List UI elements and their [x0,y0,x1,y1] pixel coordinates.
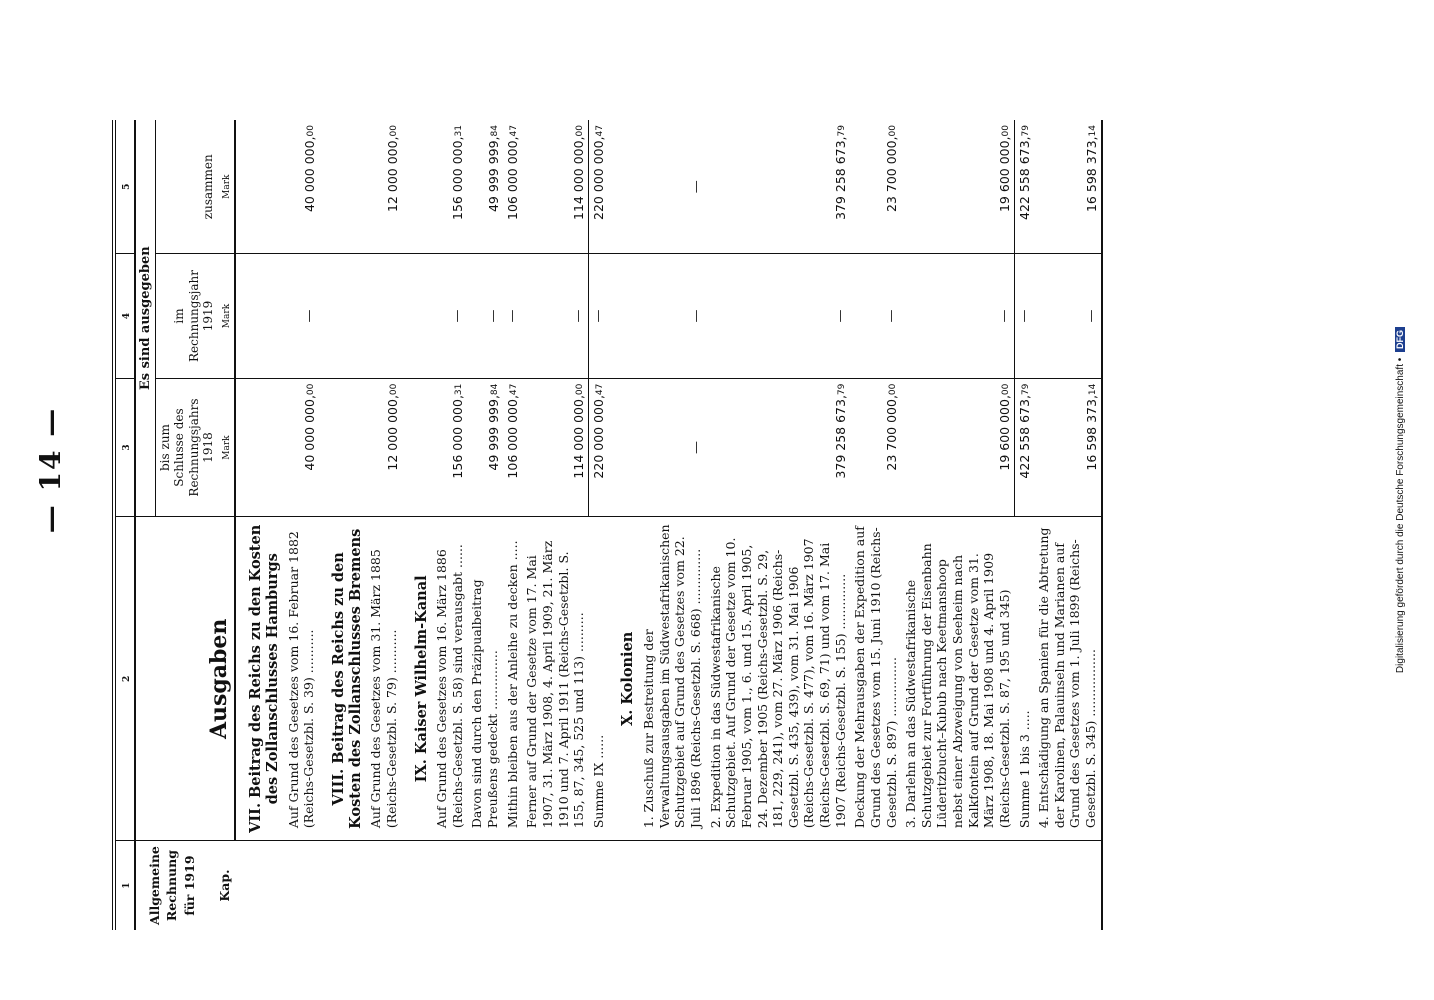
kap-cell [901,841,1014,930]
amount-cell: 12 000 000,00 [366,120,401,254]
empty-cell [402,120,433,254]
digitization-footer [1395,40,1406,960]
expenditure-table [112,120,1103,930]
kap-cell [850,841,901,930]
amount-pfennig: 00 [575,125,586,137]
col3-line: Rechnungsjahrs [186,398,201,497]
amount-cell: 379 258 673,79 [706,120,851,254]
row-description: Auf Grund des Gesetzes vom 31. März 1885 (Reichs-Gesetzbl. S. 79) ........... [366,517,401,841]
amount-mark: 106 000 000 [505,140,521,220]
amount-mark: 114 000 000 [571,140,587,220]
amount-pfennig: 00 [1001,383,1012,396]
table-row [706,120,851,930]
amount-mark: 40 000 000 [301,140,317,213]
kap-cell [503,841,523,930]
column-number-row [114,120,135,930]
kap-cell [235,841,283,930]
table-row [432,120,467,930]
kap-cell [402,841,433,930]
amount-mark: 49 999 999 [485,140,501,213]
section-heading-row [235,120,283,930]
amount-cell: 16 598 373,14 [1034,378,1102,517]
amount-mark: 23 700 000 [884,399,900,471]
row-description: 3. Darlehn an das Südwestafrikanische Schutzgebiet zur Fortführung der Eisenbahn Lüderitzbucht–Kubub nach Keetmanshoop nebst einer Abzweigung von Seeheim nach Kalkfontein auf Grund der Gesetze vom 31. März 1908, 18. Mai 1908 und 4. April 1909 (Reichs-Gesetzbl. S. 87, 195 und 345) [901,517,1014,841]
kap-head-line: für 1919 [181,855,197,916]
amount-cell: 114 000 000,00 [522,378,589,517]
amount-mark: 16 598 373 [1083,140,1099,213]
amount-dash: — [639,120,706,254]
empty-cell [235,254,283,378]
kap-cell [608,841,639,930]
table-row [503,120,523,930]
table-row [1015,120,1035,930]
table-row [1034,120,1102,930]
amount-dash: — [503,254,523,378]
amount-mark: 19 600 000 [997,399,1013,471]
amount-cell: 156 000 000,31 [432,120,467,254]
table-row [522,120,589,930]
amount-pfennig: 79 [837,383,848,396]
kap-cell [589,841,609,930]
amount-mark: 49 999 999 [485,399,501,471]
amount-pfennig: 00 [388,125,399,137]
amount-mark: 156 000 000 [450,140,466,220]
column-number: 5 [114,120,135,254]
col4-line: im [172,308,187,324]
row-description: Auf Grund des Gesetzes vom 16. Februar 1882 (Reichs-Gesetzbl. S. 39) ........... [284,517,319,841]
empty-cell [608,254,639,378]
table-row [467,120,502,930]
amount-mark: 114 000 000 [571,399,587,479]
col4-line: Rechnungsjahr [186,270,201,362]
amount-cell: 12 000 000,00 [366,378,401,517]
row-description: Auf Grund des Gesetzes vom 16. März 1886 (Reichs-Gesetzbl. S. 58) sind verausgabt ...... [432,517,467,841]
col4-header [156,254,236,378]
amount-cell: 19 600 000,00 [901,378,1014,517]
col5-header [156,120,236,254]
empty-cell [608,378,639,517]
amount-cell: 379 258 673,79 [706,378,851,517]
kap-cell [1034,841,1102,930]
amount-cell: 422 558 673,79 [1015,378,1035,517]
amount-pfennig: 84 [489,125,500,137]
amount-dash: — [467,254,502,378]
amount-cell: 49 999 999,84 [467,120,502,254]
table-row [366,120,401,930]
section-heading-row [319,120,366,930]
amount-pfennig: 14 [1087,125,1098,137]
group-header: Es sind ausgegeben [135,120,156,517]
amount-cell: 422 558 673,79 [1015,120,1035,254]
row-description: Summe IX ...... [589,517,609,841]
amount-dash: — [589,254,609,378]
amount-mark: 422 558 673 [1017,399,1033,479]
kap-cell [432,841,467,930]
kap-header [135,841,235,930]
unit-label: Mark [221,435,232,460]
row-description: Summe 1 bis 3 ..... [1015,517,1035,841]
amount-dash: — [284,254,319,378]
amount-mark: 220 000 000 [591,399,607,479]
kap-cell [366,841,401,930]
kap-cell [522,841,589,930]
col3-line: bis zum [158,424,172,471]
amount-mark: 379 258 673 [833,399,849,479]
amount-cell: 220 000 000,47 [589,378,609,517]
section-heading: X. Kolonien [608,517,639,841]
row-description: 2. Expedition in das Südwestafrikanische Schutzgebiet. Auf Grund der Gesetze vom 10. Februar 1905, vom 1., 6. und 15. April 1905, 24. Dezember 1905 (Reichs-Gesetzbl. S. 29, 181, 229, 241), vom 27. März 1906 (Reichs-Gesetzbl. S. 435, 439), vom 31. Mai 1906 (Reichs-Gesetzbl. S. 477), vom 16. März 1907 (Reichs-Gesetzbl. S. 69, 71) und vom 17. Mai 1907 (Reichs-Gesetzbl. S. 155) .............. [706,517,851,841]
kap-cell [639,841,706,930]
amount-pfennig: 47 [509,125,520,137]
kap-cell [706,841,851,930]
amount-cell: 23 700 000,00 [850,120,901,254]
empty-cell [319,254,366,378]
unit-label: Mark [221,174,232,199]
section-heading: VIII. Beitrag des Reichs zu den Kosten des Zollanschlusses Bremens [319,517,366,841]
amount-pfennig: 14 [1087,383,1098,396]
amount-dash: — [1015,254,1035,378]
amount-pfennig: 47 [509,383,520,396]
ausgaben-header: Ausgaben [135,517,235,841]
column-number: 2 [114,517,135,841]
table-row [284,120,319,930]
page-number: — 14 — [34,406,67,534]
amount-dash: — [639,378,706,517]
kap-cell [319,841,366,930]
row-description: 1. Zuschuß zur Bestreitung der Verwaltungsausgaben im Südwestafrikanischen Schutzgebiet auf Grund des Gesetzes vom 22. Juli 1896 (Reichs-Gesetzbl. S. 668) .............. [639,517,706,841]
amount-pfennig: 00 [575,383,586,396]
amount-mark: 12 000 000 [384,399,400,471]
amount-mark: 19 600 000 [997,140,1013,213]
amount-pfennig: 47 [595,125,606,137]
amount-cell: 220 000 000,47 [589,120,609,254]
amount-dash: — [1034,254,1102,378]
amount-pfennig: 31 [454,125,465,137]
row-description: Mithin bleiben aus der Anleihe zu decken ..... [503,517,523,841]
amount-pfennig: 79 [837,125,848,137]
table-row [589,120,609,930]
amount-mark: 106 000 000 [505,399,521,479]
kap-cell [467,841,502,930]
empty-cell [319,120,366,254]
footer-text: Digitalisierung gefördert durch die Deutsche Forschungsgemeinschaft • [1395,357,1406,674]
amount-dash: — [639,254,706,378]
empty-cell [402,254,433,378]
amount-pfennig: 84 [489,383,500,396]
amount-pfennig: 00 [1001,125,1012,137]
amount-pfennig: 00 [305,383,316,396]
section-heading: IX. Kaiser Wilhelm-Kanal [402,517,433,841]
table-row [850,120,901,930]
amount-dash: — [432,254,467,378]
amount-cell: 49 999 999,84 [467,378,502,517]
amount-cell: 23 700 000,00 [850,378,901,517]
column-number: 3 [114,378,135,517]
amount-pfennig: 00 [888,383,899,396]
dfg-logo: DFG [1395,327,1405,352]
amount-mark: 379 258 673 [833,140,849,220]
table-row [639,120,706,930]
ledger-body [235,120,1101,930]
col3-header [156,378,236,517]
col3-line: Schlusse des [172,408,187,487]
amount-mark: 220 000 000 [591,140,607,220]
row-description: Ferner auf Grund der Gesetze vom 17. Mai 1907, 31. März 1908, 4. April 1909, 21. März 1910 und 7. April 1911 (Reichs-Gesetzbl. S. 155, 87, 345, 525 und 113) .......... [522,517,589,841]
kap-label: Kap. [216,869,232,902]
section-heading: VII. Beitrag des Reichs zu den Kosten des Zollanschlusses Hamburgs [235,517,283,841]
kap-cell [284,841,319,930]
amount-mark: 12 000 000 [384,140,400,213]
empty-cell [235,378,283,517]
amount-pfennig: 00 [388,383,399,396]
amount-pfennig: 00 [305,125,316,137]
table-row [901,120,1014,930]
unit-label: Mark [221,303,232,329]
amount-dash: — [850,254,901,378]
amount-mark: 23 700 000 [884,140,900,213]
row-description: 4. Entschädigung an Spanien für die Abtretung der Karolinen, Palauinseln und Marianen auf Grund des Gesetzes vom 1. Juli 1899 (Reichs-Gesetzbl. S. 345) ................. [1034,517,1102,841]
amount-cell: 40 000 000,00 [284,120,319,254]
amount-cell: 156 000 000,31 [432,378,467,517]
amount-cell: 19 600 000,00 [901,120,1014,254]
kap-head-line: Allgemeine [146,846,162,925]
amount-cell: 106 000 000,47 [503,378,523,517]
amount-dash: — [522,254,589,378]
amount-pfennig: 79 [1021,383,1032,396]
empty-cell [235,120,283,254]
empty-cell [608,120,639,254]
kap-head-line: Rechnung [164,850,180,922]
amount-mark: 156 000 000 [450,399,466,479]
row-description: Deckung der Mehrausgaben der Expedition auf Grund des Gesetzes vom 15. Juni 1910 (Reichs-Gesetzbl. S. 897) ............... [850,517,901,841]
amount-dash: — [901,254,1014,378]
amount-mark: 16 598 373 [1083,399,1099,471]
column-number: 1 [114,841,135,930]
kap-cell [1015,841,1035,930]
col4-line: 1919 [201,300,216,332]
amount-cell: 114 000 000,00 [522,120,589,254]
amount-pfennig: 31 [454,383,465,396]
col5-line: zusammen [201,154,216,220]
amount-pfennig: 47 [595,383,606,396]
column-number: 4 [114,254,135,378]
amount-dash: — [706,254,851,378]
amount-pfennig: 79 [1021,125,1032,137]
amount-cell: 40 000 000,00 [284,378,319,517]
amount-cell: 16 598 373,14 [1034,120,1102,254]
empty-cell [366,254,401,378]
empty-cell [319,378,366,517]
empty-cell [402,378,433,517]
row-description: Davon sind durch den Präzipualbeitrag Preußens gedeckt ............... [467,517,502,841]
amount-cell: 106 000 000,47 [503,120,523,254]
section-heading-row [608,120,639,930]
amount-mark: 40 000 000 [301,399,317,471]
group-header-row [135,120,156,930]
col3-line: 1918 [201,432,216,463]
amount-mark: 422 558 673 [1017,140,1033,220]
amount-pfennig: 00 [888,125,899,137]
section-heading-row [402,120,433,930]
